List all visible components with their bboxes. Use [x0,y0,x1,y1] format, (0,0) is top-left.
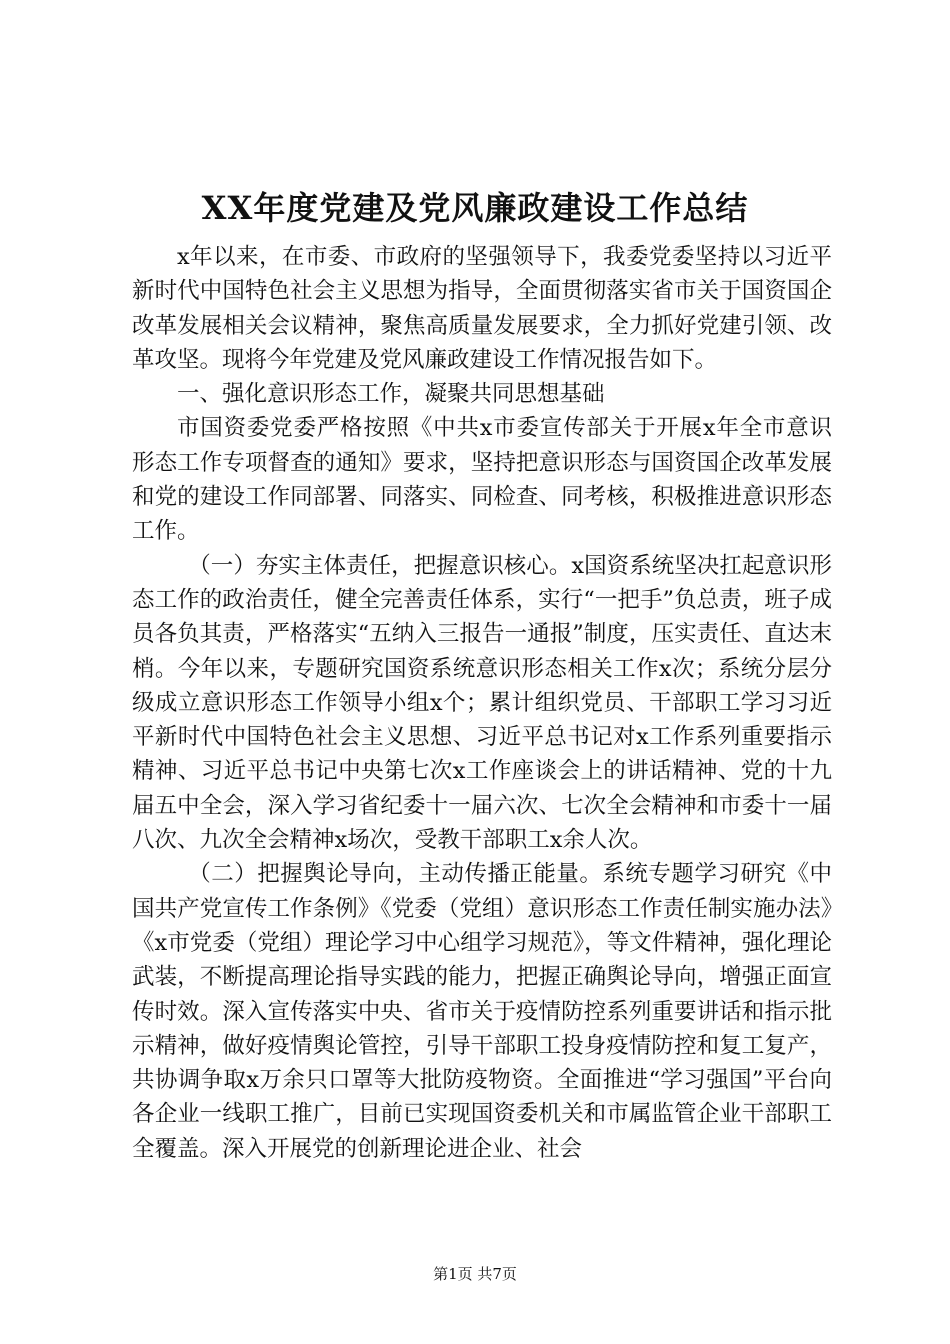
section-1-paragraph: 市国资委党委严格按照《中共x市委宣传部关于开展x年全市意识形态工作专项督查的通知》要求，坚持把意识形态与国资国企改革发展和党的建设工作同部署、同落实、同检查、同考核，积极推进意识形态工作。 [132,415,832,545]
document-title: XX年度党建及党风廉政建设工作总结 [201,189,749,227]
intro-paragraph: x年以来，在市委、市政府的坚强领导下，我委党委坚持以习近平新时代中国特色社会主义思想为指导，全面贯彻落实省市关于国资国企改革发展相关会议精神，聚焦高质量发展要求，全力抓好党建引领、改革攻坚。现将今年党建及党风廉政建设工作情况报告如下。 [132,244,832,373]
page-footer: 第1页 共7页 [433,1265,517,1283]
document-body [132,240,832,1166]
subsection-1-paragraph: （一）夯实主体责任，把握意识核心。x国资系统坚决扛起意识形态工作的政治责任，健全完善责任体系，实行“一把手”负总责，班子成员各负其责，严格落实“五纳入三报告一通报”制度，压实责任、直达末梢。今年以来，专题研究国资系统意识形态相关工作x次；系统分层分级成立意识形态工作领导小组x个；累计组织党员、干部职工学习习近平新时代中国特色社会主义思想、习近平总书记对x工作系列重要指示精神、习近平总书记中央第七次x工作座谈会上的讲话精神、党的十九届五中全会，深入学习省纪委十一届六次、七次全会精神和市委十一届八次、九次全会精神x场次，受教干部职工x余人次。 [132,552,832,854]
subsection-2-paragraph: （二）把握舆论导向，主动传播正能量。系统专题学习研究《中国共产党宣传工作条例》《党委（党组）意识形态工作责任制实施办法》《x市党委（党组）理论学习中心组学习规范》，等文件精神，强化理论武装，不断提高理论指导实践的能力，把握正确舆论导向，增强正面宣传时效。深入宣传落实中央、省市关于疫情防控系列重要讲话和指示批示精神，做好疫情舆论管控，引导干部职工投身疫情防控和复工复产，共协调争取x万余只口罩等大批防疫物资。全面推进“学习强国”平台向各企业一线职工推广，目前已实现国资委机关和市属监管企业干部职工全覆盖。深入开展党的创新理论进企业、社会 [132,861,832,1162]
section-heading-1: 一、强化意识形态工作，凝聚共同思想基础 [177,381,605,408]
